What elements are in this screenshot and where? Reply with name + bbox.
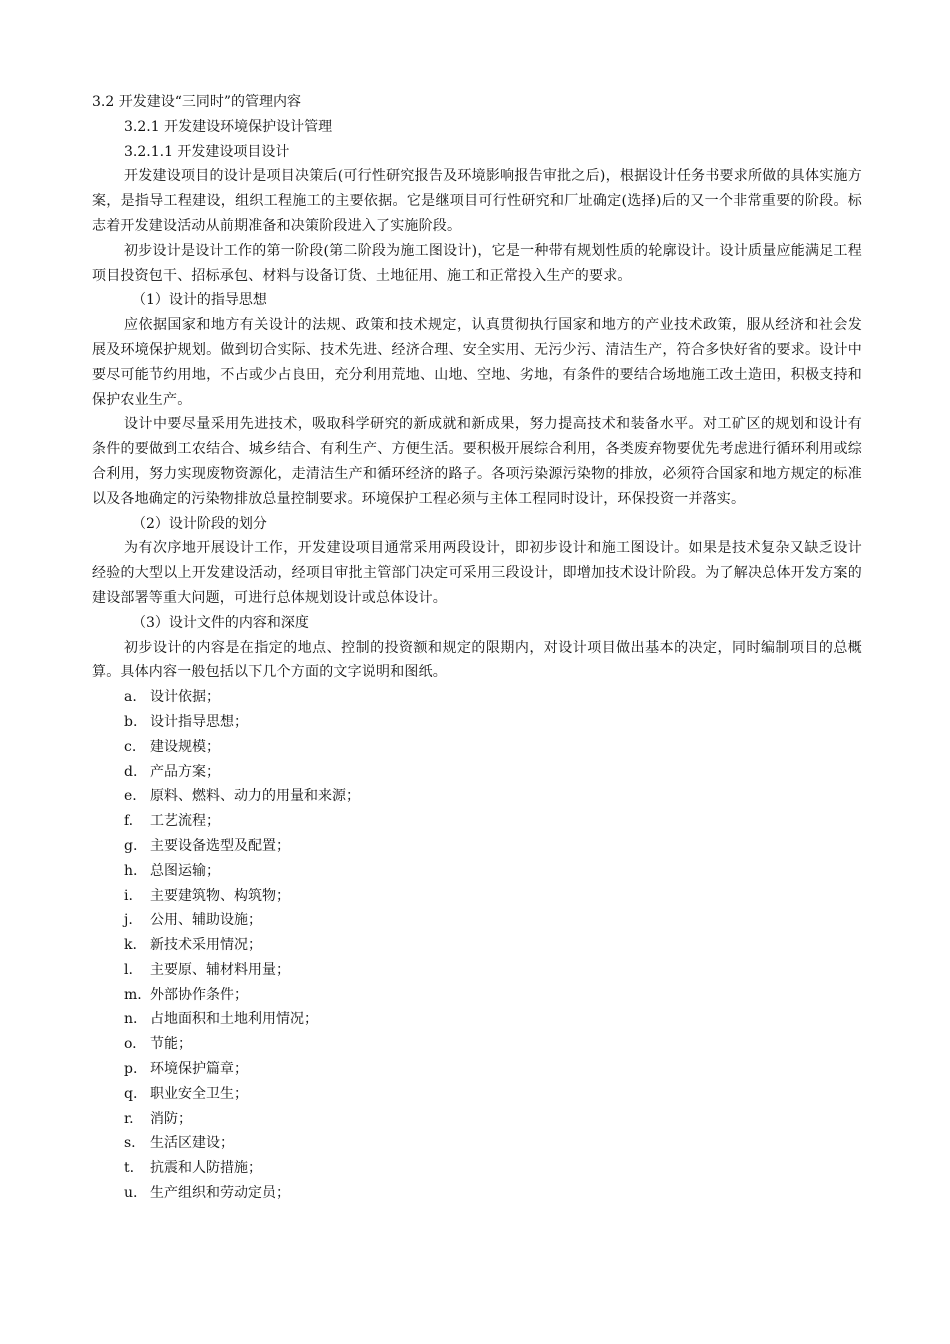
list-item — [92, 735, 862, 760]
paragraph-project-design: 开发建设项目的设计是项目决策后(可行性研究报告及环境影响报告审批之后)，根据设计任务书要求所做的具体实施方案，是指导工程建设，组织工程施工的主要依据。它是继项目可行性研究和厂址确定(选择)后的又一个非常重要的阶段。标志着开发建设活动从前期准备和决策阶段进入了实施阶段。 — [92, 168, 862, 234]
list-item-text: 总图运输； — [150, 862, 220, 879]
subtitle-design-stages: （2）设计阶段的划分 — [132, 515, 267, 532]
list-item-text: 占地面积和土地利用情况； — [150, 1011, 318, 1028]
paragraph-advanced-tech: 设计中要尽量采用先进技术，吸取科学研究的新成就和新成果，努力提高技术和装备水平。对工矿区的规划和设计有条件的要做到工农结合、城乡结合、有利生产、方便生活。要积极开展综合利用，各类废弃物要优先考虑进行循环利用或综合利用，努力实现废物资源化，走清洁生产和循环经济的路子。各项污染源污染物的排放，必须符合国家和地方规定的标准以及各地确定的污染物排放总量控制要求。环境保护工程必须与主体工程同时设计，环保投资一并落实。 — [92, 416, 862, 507]
paragraph-stages: 为有次序地开展设计工作，开发建设项目通常采用两段设计，即初步设计和施工图设计。如果是技术复杂又缺乏设计经验的大型以上开发建设活动，经项目审批主管部门决定可采用三段设计，即增加技术设计阶段。为了解决总体开发方案的建设部署等重大问题，可进行总体规划设计或总体设计。 — [92, 540, 862, 606]
list-item-text: 主要原、辅材料用量； — [150, 961, 290, 978]
document-page — [92, 90, 862, 1206]
list-item-marker: q. — [124, 1085, 138, 1102]
subtitle-design-content: （3）设计文件的内容和深度 — [132, 614, 309, 631]
list-item — [92, 1007, 862, 1032]
list-item-marker: p. — [124, 1061, 138, 1078]
list-item — [92, 685, 862, 710]
list-item-text: 设计依据； — [150, 689, 220, 706]
list-item — [92, 834, 862, 859]
list-item — [92, 1181, 862, 1206]
list-item — [92, 884, 862, 909]
list-item-marker: o. — [124, 1036, 137, 1053]
list-item-marker: c. — [124, 738, 137, 755]
list-item-text: 生产组织和劳动定员； — [150, 1185, 290, 1202]
list-item — [92, 1107, 862, 1132]
list-item-marker: n. — [124, 1011, 138, 1028]
list-item-text: 设计指导思想； — [150, 713, 248, 730]
list-item — [92, 859, 862, 884]
list-item — [92, 908, 862, 933]
list-item — [92, 983, 862, 1008]
subtitle-guiding-thought: （1）设计的指导思想 — [132, 292, 267, 309]
list-item — [92, 1131, 862, 1156]
list-item — [92, 760, 862, 785]
subsection-heading: 3.2.1 开发建设环境保护设计管理 — [124, 118, 333, 135]
list-item-marker: b. — [124, 713, 138, 730]
list-item-text: 原料、燃料、动力的用量和来源； — [150, 788, 360, 805]
paragraph-content: 初步设计的内容是在指定的地点、控制的投资额和规定的限期内，对设计项目做出基本的决定，同时编制项目的总概算。具体内容一般包括以下几个方面的文字说明和图纸。 — [92, 639, 862, 681]
list-item-text: 主要设备选型及配置； — [150, 837, 290, 854]
list-item-marker: m. — [124, 986, 142, 1003]
list-item-text: 职业安全卫生； — [150, 1085, 248, 1102]
list-item-marker: g. — [124, 837, 138, 854]
list-item — [92, 933, 862, 958]
list-item-text: 节能； — [150, 1036, 192, 1053]
list-item-marker: r. — [124, 1110, 134, 1127]
list-item-marker: d. — [124, 763, 138, 780]
list-item — [92, 1057, 862, 1082]
list-item-text: 建设规模； — [150, 738, 220, 755]
list-item-marker: l. — [124, 961, 133, 978]
list-item-text: 环境保护篇章； — [150, 1061, 248, 1078]
list-item-marker: j. — [124, 912, 133, 929]
list-item — [92, 1082, 862, 1107]
paragraph-regulations: 应依据国家和地方有关设计的法规、政策和技术规定，认真贯彻执行国家和地方的产业技术政策，服从经济和社会发展及环境保护规划。做到切合实际、技术先进、经济合理、安全实用、无污少污、清洁生产，符合多快好省的要求。设计中要尽可能节约用地，不占或少占良田，充分利用荒地、山地、空地、劣地，有条件的要结合场地施工改土造田，积极支持和保护农业生产。 — [92, 317, 862, 408]
list-item-text: 新技术采用情况； — [150, 937, 262, 954]
list-item — [92, 710, 862, 735]
list-item — [92, 1156, 862, 1181]
list-item-marker: f. — [124, 813, 134, 830]
list-item-marker: u. — [124, 1185, 138, 1202]
list-item-text: 主要建筑物、构筑物； — [150, 887, 290, 904]
design-content-list — [92, 685, 862, 1206]
list-item-text: 工艺流程； — [150, 813, 220, 830]
list-item-marker: s. — [124, 1135, 136, 1152]
list-item — [92, 1032, 862, 1057]
list-item — [92, 809, 862, 834]
list-item-text: 外部协作条件； — [150, 986, 248, 1003]
list-item-marker: h. — [124, 862, 138, 879]
list-item-text: 产品方案； — [150, 763, 220, 780]
subsubsection-heading: 3.2.1.1 开发建设项目设计 — [124, 143, 290, 160]
list-item-marker: t. — [124, 1160, 135, 1177]
list-item-marker: i. — [124, 887, 133, 904]
list-item-text: 生活区建设； — [150, 1135, 234, 1152]
list-item-text: 消防； — [150, 1110, 192, 1127]
list-item — [92, 784, 862, 809]
list-item — [92, 958, 862, 983]
list-item-text: 公用、辅助设施； — [150, 912, 262, 929]
list-item-marker: a. — [124, 689, 137, 706]
list-item-text: 抗震和人防措施； — [150, 1160, 262, 1177]
list-item-marker: e. — [124, 788, 137, 805]
paragraph-preliminary-design: 初步设计是设计工作的第一阶段(第二阶段为施工图设计)，它是一种带有规划性质的轮廓设计。设计质量应能满足工程项目投资包干、招标承包、材料与设备订货、土地征用、施工和正常投入生产的要求。 — [92, 242, 862, 284]
list-item-marker: k. — [124, 937, 137, 954]
section-heading: 3.2 开发建设“三同时”的管理内容 — [92, 94, 302, 110]
